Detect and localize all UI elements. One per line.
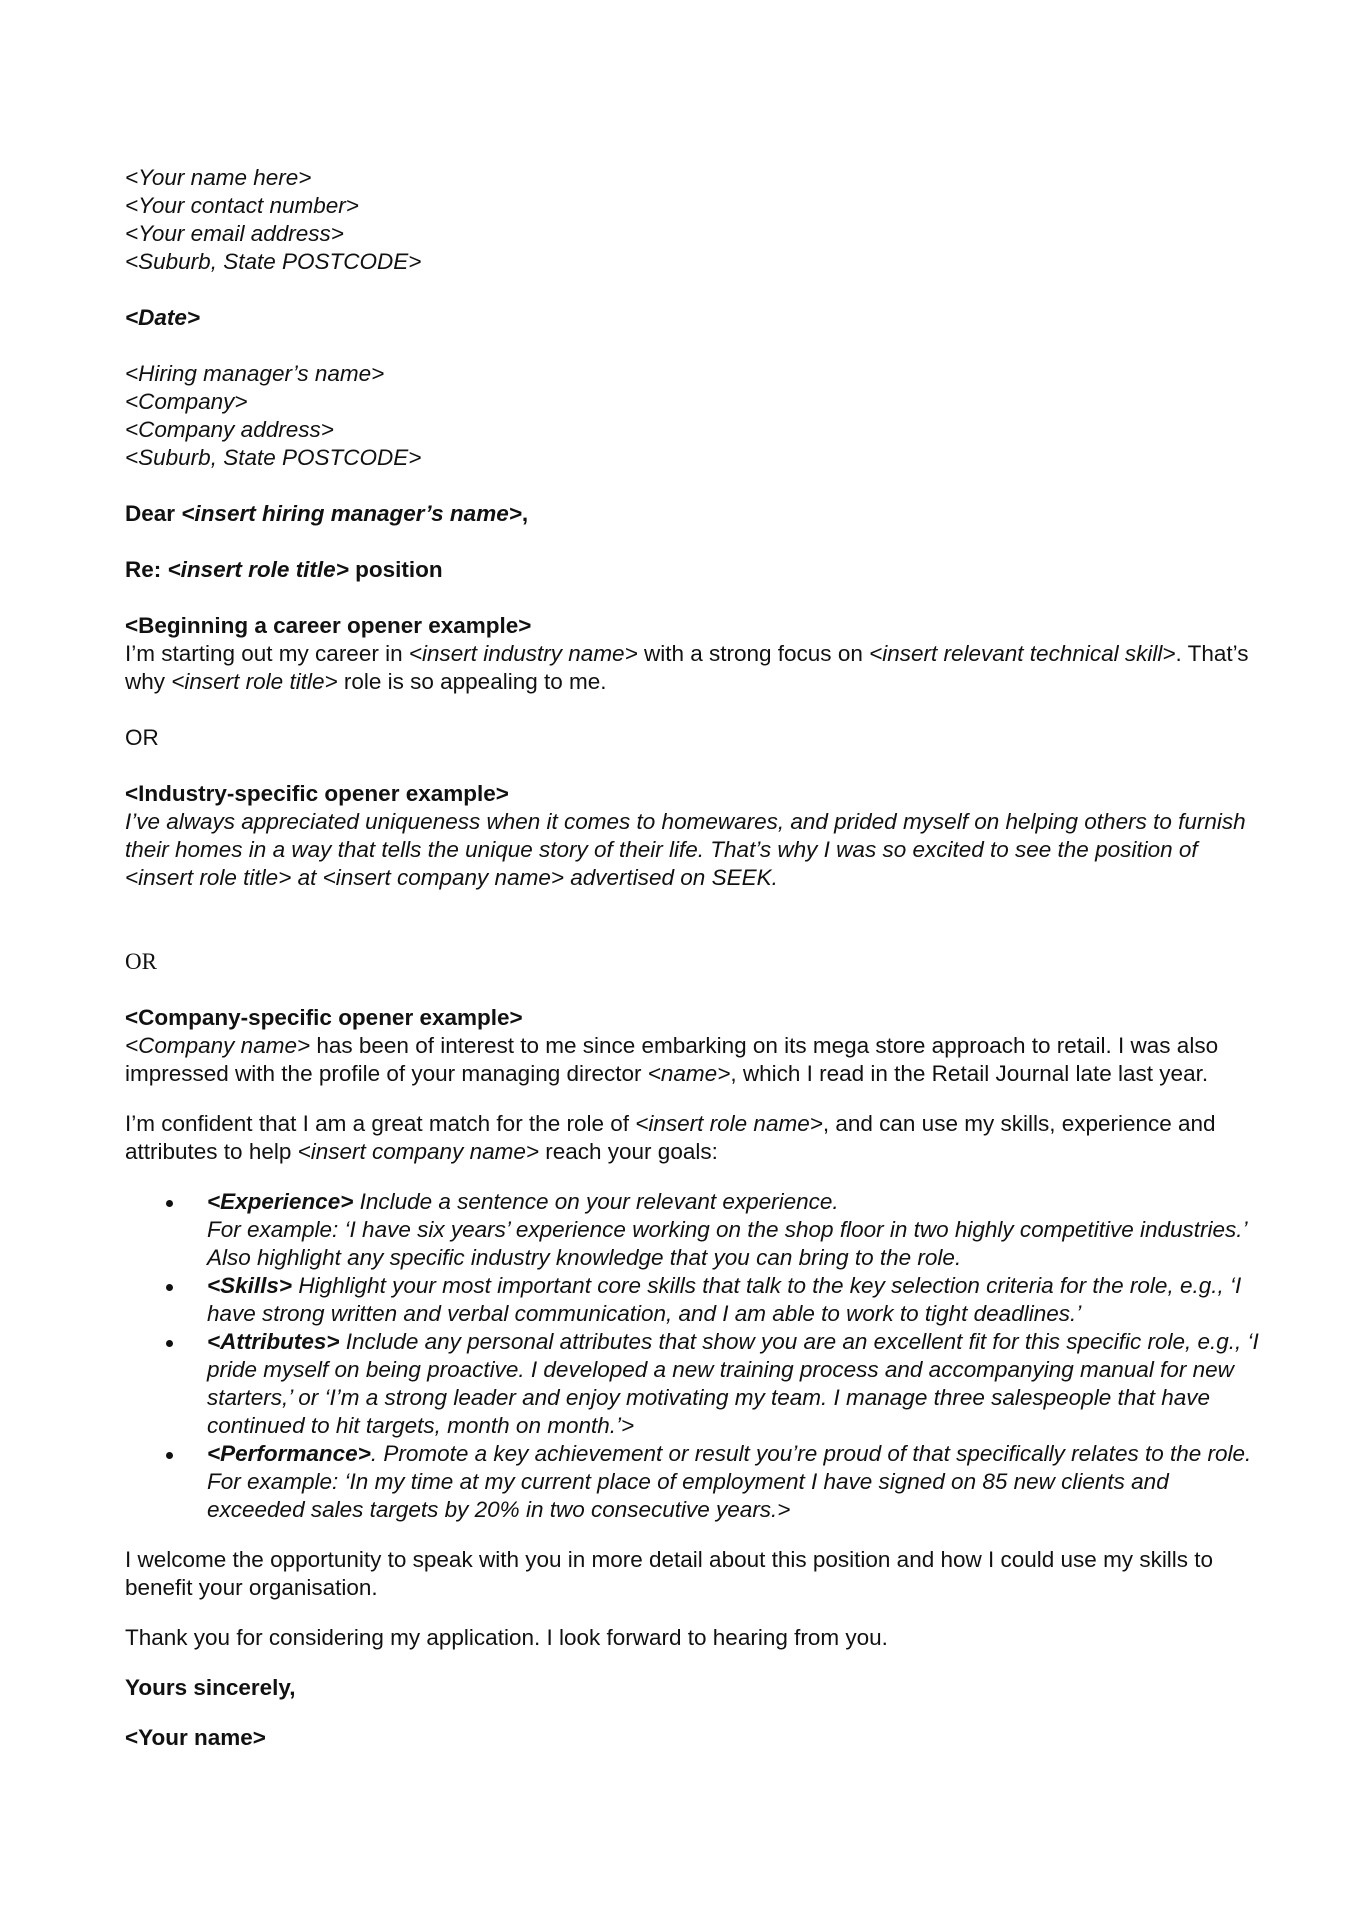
sign-off: Yours sincerely,: [125, 1675, 296, 1700]
sender-name: <Your name here>: [125, 165, 312, 190]
bullet-icon: [166, 1200, 173, 1207]
thanks-paragraph: Thank you for considering my application. I look forward to hearing from you.: [125, 1625, 888, 1650]
welcome-paragraph: I welcome the opportunity to speak with you in more detail about this position and how I could use my skills to benefit your organisation.: [125, 1547, 1214, 1600]
opener-company: [125, 1004, 1265, 1088]
opener-industry-body: I’ve always appreciated uniqueness when it comes to homewares, and prided myself on helping others to furnish their homes in a way that tells the unique story of their life. That’s why I was so excited to see the position of <insert role title> at <insert company name> advertised on SEEK.: [125, 809, 1246, 890]
opener-industry: [125, 780, 1265, 892]
recipient-name: <Hiring manager’s name>: [125, 361, 385, 386]
recipient-address: <Company address>: [125, 417, 334, 442]
letter-content: [125, 164, 1265, 1752]
bullet-icon: [166, 1452, 173, 1459]
letter-date: <Date>: [125, 305, 201, 330]
sender-block: [125, 164, 1265, 276]
opener-company-body: <Company name> has been of interest to me since embarking on its mega store approach to retail. I was also impressed with the profile of your managing director <name>, which I read in the Retail Journal late last year.: [125, 1033, 1219, 1086]
recipient-company: <Company>: [125, 389, 248, 414]
list-item: <Attributes> Include any personal attributes that show you are an excellent fit for this specific role, e.g., ‘I pride myself on being proactive. I developed a new training process and accompanying manual for new starters,’ or ‘I’m a strong leader and enjoy motivating my team. I manage three salespeople that have continued to hit targets, month on month.’>: [125, 1328, 1265, 1440]
list-item: <Skills> Highlight your most important core skills that talk to the key selection criteria for the role, e.g., ‘I have strong written and verbal communication, and I am able to work to tight deadlines.’: [125, 1272, 1265, 1328]
or-separator: OR: [125, 949, 157, 974]
sender-phone: <Your contact number>: [125, 193, 359, 218]
sender-location: <Suburb, State POSTCODE>: [125, 249, 422, 274]
opener-career: [125, 612, 1265, 696]
sender-email: <Your email address>: [125, 221, 344, 246]
or-separator: OR: [125, 725, 159, 750]
bullet-icon: [166, 1284, 173, 1291]
bullet-icon: [166, 1340, 173, 1347]
opener-career-body: I’m starting out my career in <insert industry name> with a strong focus on <insert relevant technical skill>. That’s why <insert role title> role is so appealing to me.: [125, 641, 1249, 694]
signature-name: <Your name>: [125, 1725, 266, 1750]
list-item: <Performance>. Promote a key achievement or result you’re proud of that specifically relates to the role. For example: ‘In my time at my current place of employment I have signed on 85 new clients and exceeded sales targets by 20% in two consecutive years.>: [125, 1440, 1265, 1524]
recipient-block: [125, 360, 1265, 472]
opener-industry-heading: <Industry-specific opener example>: [125, 781, 509, 806]
re-line: Re: <insert role title> position: [125, 557, 443, 582]
list-item: <Experience> Include a sentence on your relevant experience. For example: ‘I have six years’ experience working on the shop floor in two highly competitive industries.’ Also highlight any specific industry knowledge that you can bring to the role.: [125, 1188, 1265, 1272]
recipient-location: <Suburb, State POSTCODE>: [125, 445, 422, 470]
opener-company-heading: <Company-specific opener example>: [125, 1005, 523, 1030]
opener-career-heading: <Beginning a career opener example>: [125, 613, 532, 638]
confident-paragraph: I’m confident that I am a great match for the role of <insert role name>, and can use my skills, experience and attributes to help <insert company name> reach your goals:: [125, 1111, 1216, 1164]
salutation: Dear <insert hiring manager’s name>,: [125, 501, 529, 526]
bullet-list: [125, 1188, 1265, 1524]
